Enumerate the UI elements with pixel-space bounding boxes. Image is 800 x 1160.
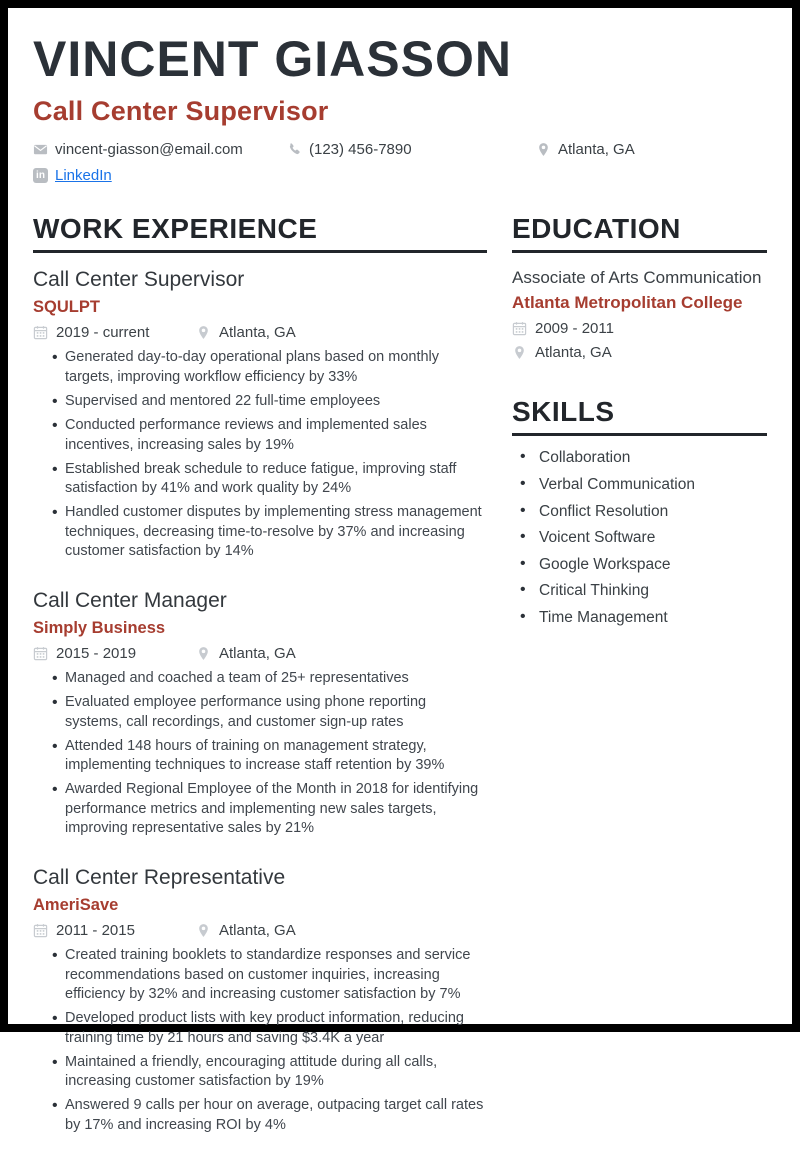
calendar-icon [512,321,527,336]
job-entry [33,866,487,1136]
job-bullet: • Evaluated employee performance using phone reporting systems, call recordings, and customer sign-up rates [33,693,487,732]
linkedin-icon: in [33,168,48,183]
job-bullet: • Supervised and mentored 22 full-time employees [33,392,487,412]
job-bullet: • Managed and coached a team of 25+ representatives [33,669,487,689]
skill-item: • Conflict Resolution [512,502,767,522]
job-dates-text: 2019 - current [56,324,150,342]
job-location-text: Atlanta, GA [219,324,296,342]
job-location [196,922,296,939]
job-bullet: • Awarded Regional Employee of the Month in 2018 for identifying performance metrics and implementing new sales targets, improving representative sales by 21% [33,780,487,839]
calendar-icon [33,923,48,938]
job-bullet-list [33,348,487,562]
job-title: Call Center Representative [33,866,286,890]
work-experience-section [33,214,487,1140]
skills-section [512,397,767,628]
job-bullet: • Maintained a friendly, encouraging attitude during all calls, increasing customer satisfaction by 19% [33,1053,487,1092]
linkedin-link[interactable]: LinkedIn [55,167,112,184]
envelope-icon [33,142,48,157]
calendar-icon [33,646,48,661]
contact-location-text: Atlanta, GA [558,141,635,158]
skills-list [512,448,767,628]
education-heading: EDUCATION [512,214,767,253]
job-dates-text: 2011 - 2015 [56,922,135,940]
location-pin-icon [536,142,551,157]
job-bullet: • Established break schedule to reduce fatigue, improving staff satisfaction by 41% and work quality by 24% [33,460,487,499]
job-title: Call Center Manager [33,589,227,613]
education-school: Atlanta Metropolitan College [512,292,743,312]
job-bullet-list [33,669,487,839]
job-dates [33,645,196,662]
education-section [512,214,767,361]
skill-item: • Collaboration [512,448,767,468]
job-location [196,645,296,662]
skill-item: • Critical Thinking [512,581,767,601]
education-degree: Associate of Arts Communication [512,268,762,288]
resume-header [33,31,767,184]
contact-email-text: vincent-giasson@email.com [55,141,243,158]
contact-location [536,141,635,158]
location-pin-icon [196,646,211,661]
job-location-text: Atlanta, GA [219,922,296,940]
candidate-name: VINCENT GIASSON [33,31,512,87]
job-bullet: • Developed product lists with key product information, reducing training time by 21 hours and saving $3.4K a year [33,1009,487,1048]
job-bullet: • Handled customer disputes by implementing stress management techniques, decreasing time-to-resolve by 37% and increasing customer satisfaction by 14% [33,503,487,562]
skill-item: • Google Workspace [512,555,767,575]
job-dates [33,922,196,939]
job-dates-text: 2015 - 2019 [56,645,137,663]
contact-phone [287,141,536,158]
job-meta-row [33,922,487,939]
work-experience-heading: WORK EXPERIENCE [33,214,487,253]
contact-linkedin [33,167,112,184]
job-title: Call Center Supervisor [33,268,245,292]
job-bullet: • Generated day-to-day operational plans based on monthly targets, improving workflow efficiency by 33% [33,348,487,387]
contact-email [33,141,287,158]
job-bullet: • Attended 148 hours of training on management strategy, implementing techniques to increase staff retention by 39% [33,737,487,776]
right-column [512,214,767,1140]
education-location-text: Atlanta, GA [535,343,612,361]
job-location-text: Atlanta, GA [219,645,296,663]
job-meta-row [33,324,487,341]
job-entry [33,589,487,839]
skill-item: • Voicent Software [512,528,767,548]
job-meta-row [33,645,487,662]
contact-row-linkedin [33,167,767,184]
education-dates-text: 2009 - 2011 [535,319,614,337]
job-company: SQULPT [33,298,100,317]
job-bullet-list [33,946,487,1136]
job-bullet: • Conducted performance reviews and implemented sales incentives, increasing sales by 19% [33,416,487,455]
location-pin-icon [196,923,211,938]
contact-row [33,141,767,158]
contact-phone-text: (123) 456-7890 [309,141,412,158]
job-company: Simply Business [33,619,166,638]
job-entry [33,268,487,562]
job-dates [33,324,196,341]
resume-body [33,214,767,1140]
job-bullet: • Answered 9 calls per hour on average, outpacing target call rates by 17% and increasing ROI by 4% [33,1096,487,1135]
job-location [196,324,296,341]
skill-item: • Verbal Communication [512,475,767,495]
location-pin-icon [512,345,527,360]
candidate-headline: Call Center Supervisor [33,96,329,126]
location-pin-icon [196,325,211,340]
phone-icon [287,142,302,157]
job-company: AmeriSave [33,896,119,915]
education-location [512,344,767,361]
skills-heading: SKILLS [512,397,767,436]
resume-page [8,8,792,1160]
education-dates [512,320,767,337]
skill-item: • Time Management [512,608,767,628]
job-bullet: • Created training booklets to standardize responses and service recommendations based on customer inquiries, increasing efficiency by 32% and increasing customer satisfaction by 7% [33,946,487,1005]
calendar-icon [33,325,48,340]
